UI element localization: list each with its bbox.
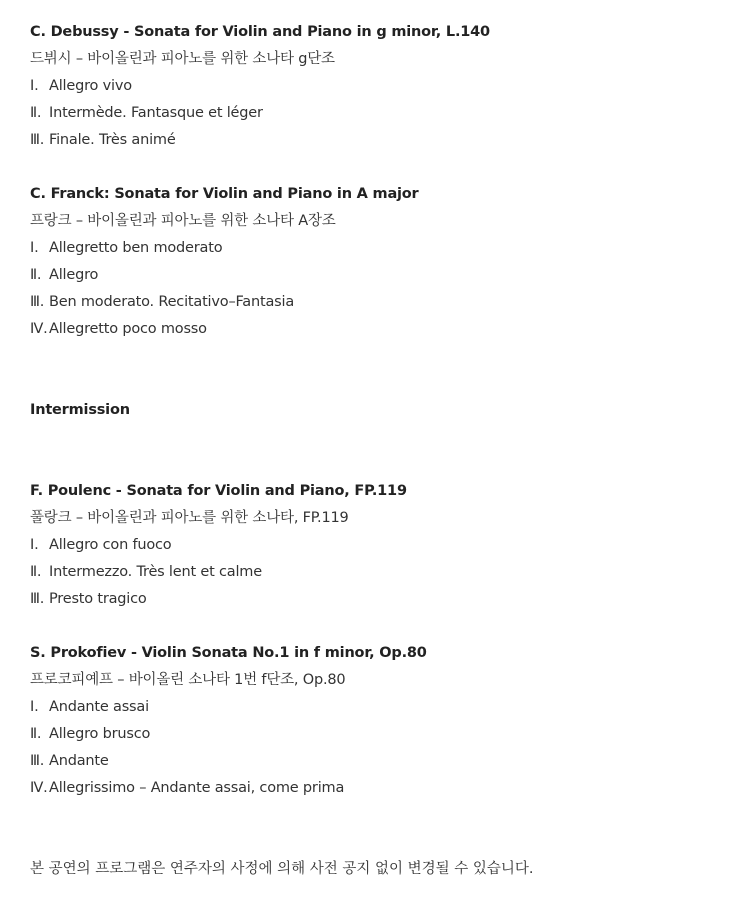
movement-name: Intermède. Fantasque et léger [49,105,263,121]
concert-program [30,19,730,883]
program-piece [30,640,730,802]
spacer [30,424,730,478]
movement-item [30,694,730,721]
movement-item [30,316,730,343]
movement-name: Allegro vivo [49,78,132,94]
movement-name: Allegretto ben moderato [49,240,223,256]
movement-item [30,262,730,289]
movement-number: Ⅲ. [30,294,45,310]
piece-korean-title: 프로코피예프 – 바이올린 소나타 1번 f단조, Op.80 [30,672,346,688]
movement-item [30,775,730,802]
piece-title: C. Debussy - Sonata for Violin and Piano in g minor, L.140 [30,24,490,40]
program-change-notice: 본 공연의 프로그램은 연주자의 사정에 의해 사전 공지 없이 변경될 수 있습니다. [30,861,534,877]
movement-name: Finale. Très animé [49,132,176,148]
movement-name: Andante [49,753,109,769]
movement-number: Ⅲ. [30,753,45,769]
program-piece [30,181,730,343]
movement-name: Allegro con fuoco [49,537,172,553]
movement-item [30,532,730,559]
movement-name: Intermezzo. Très lent et calme [49,564,262,580]
movement-name: Ben moderato. Recitativo–Fantasia [49,294,295,310]
movement-number: Ⅱ. [30,564,42,580]
movement-number: Ⅲ. [30,591,45,607]
piece-title: F. Poulenc - Sonata for Violin and Piano, FP.119 [30,483,407,499]
movement-item [30,289,730,316]
movement-name: Allegrissimo – Andante assai, come prima [49,780,345,796]
spacer [30,613,730,640]
movement-item [30,559,730,586]
intermission-label: Intermission [30,402,130,418]
movement-item [30,100,730,127]
movement-name: Presto tragico [49,591,147,607]
movement-item [30,721,730,748]
spacer [30,154,730,181]
piece-korean-title: 풀랑크 – 바이올린과 피아노를 위한 소나타, FP.119 [30,510,349,526]
movement-number: Ⅰ. [30,537,39,553]
movement-number: Ⅱ. [30,105,42,121]
spacer [30,802,730,856]
movement-item [30,748,730,775]
piece-title: S. Prokofiev - Violin Sonata No.1 in f minor, Op.80 [30,645,427,661]
movement-number: Ⅰ. [30,240,39,256]
movement-number: Ⅱ. [30,726,42,742]
piece-korean-title: 드뷔시 – 바이올린과 피아노를 위한 소나타 g단조 [30,51,335,67]
movement-item [30,73,730,100]
movement-number: Ⅳ. [30,321,48,337]
movement-name: Allegro [49,267,99,283]
piece-korean-title: 프랑크 – 바이올린과 피아노를 위한 소나타 A장조 [30,213,336,229]
movement-item [30,235,730,262]
movement-number: Ⅳ. [30,780,48,796]
movement-item [30,127,730,154]
movement-name: Allegretto poco mosso [49,321,207,337]
movement-name: Andante assai [49,699,149,715]
movement-number: Ⅲ. [30,132,45,148]
movement-number: Ⅰ. [30,699,39,715]
movement-name: Allegro brusco [49,726,151,742]
piece-title: C. Franck: Sonata for Violin and Piano in A major [30,186,419,202]
spacer [30,343,730,397]
movement-number: Ⅰ. [30,78,39,94]
program-piece [30,478,730,613]
movement-number: Ⅱ. [30,267,42,283]
program-piece [30,19,730,154]
movement-item [30,586,730,613]
